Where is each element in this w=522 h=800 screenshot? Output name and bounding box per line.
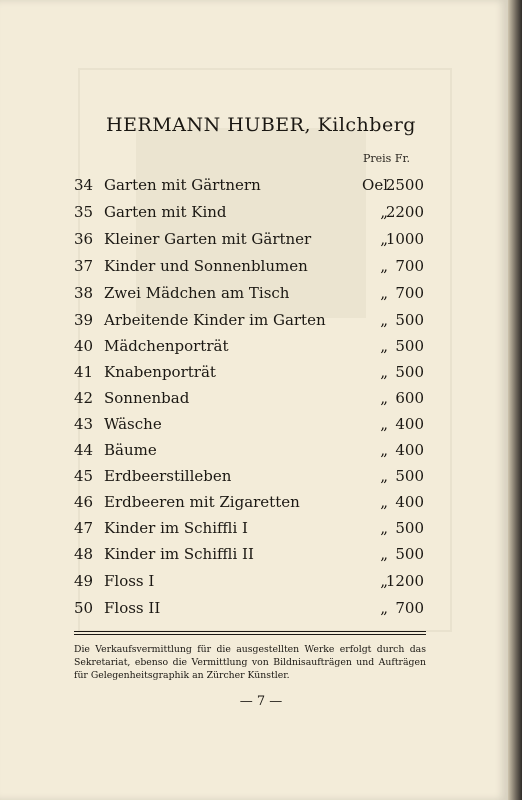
page-number: — 7 — [239, 694, 283, 709]
work-title: Sonnenbad [104, 389, 190, 407]
list-item [0, 230, 522, 256]
work-title: Zwei Mädchen am Tisch [104, 284, 290, 302]
work-title: Floss I [104, 572, 155, 590]
work-price: 2500 [385, 176, 424, 194]
work-price: 400 [395, 441, 424, 459]
work-number: 48 [74, 545, 94, 563]
work-price: 500 [395, 545, 424, 563]
work-technique: „ [380, 311, 388, 329]
list-item [0, 467, 522, 493]
work-technique: „ [380, 337, 388, 355]
work-title: Kleiner Garten mit Gärtner [104, 230, 312, 248]
work-price: 700 [395, 257, 424, 275]
list-item [0, 176, 522, 202]
work-technique: „ [380, 284, 388, 302]
work-technique: „ [380, 545, 388, 563]
work-price: 500 [395, 337, 424, 355]
work-technique: „ [380, 415, 388, 433]
work-number: 37 [74, 257, 94, 275]
list-item [0, 519, 522, 545]
work-number: 41 [74, 363, 94, 381]
sales-note: Die Verkaufsvermittlung für die ausgestellten Werke erfolgt durch das Sekretariat, ebenso die Vermittlung von Bildnisaufträgen und Aufträgen für Gelegenheitsgraphik an Zürcher Künstler. [74, 644, 426, 681]
work-number: 35 [74, 203, 94, 221]
work-technique: „ [380, 467, 388, 485]
work-number: 45 [74, 467, 94, 485]
list-item [0, 441, 522, 467]
list-item [0, 545, 522, 571]
work-title: Garten mit Gärtnern [104, 176, 261, 194]
work-title: Kinder im Schiffli II [104, 545, 254, 563]
work-price: 400 [395, 493, 424, 511]
work-title: Kinder und Sonnenblumen [104, 257, 308, 275]
list-item [0, 311, 522, 337]
work-title: Mädchenporträt [104, 337, 229, 355]
work-number: 40 [74, 337, 94, 355]
work-number: 44 [74, 441, 94, 459]
work-price: 500 [395, 519, 424, 537]
list-item [0, 284, 522, 310]
price-column-header: Preis Fr. [362, 152, 410, 165]
work-number: 43 [74, 415, 94, 433]
work-title: Wäsche [104, 415, 162, 433]
work-price: 2200 [385, 203, 424, 221]
work-technique: „ [380, 493, 388, 511]
work-number: 36 [74, 230, 94, 248]
work-technique: „ [380, 572, 388, 590]
work-price: 700 [395, 599, 424, 617]
work-title: Bäume [104, 441, 157, 459]
list-item [0, 493, 522, 519]
list-item [0, 572, 522, 598]
work-technique: „ [380, 441, 388, 459]
work-technique: „ [380, 230, 388, 248]
work-technique: „ [380, 203, 388, 221]
work-number: 39 [74, 311, 94, 329]
work-title: Floss II [104, 599, 161, 617]
work-number: 38 [74, 284, 94, 302]
list-item [0, 389, 522, 415]
list-item [0, 257, 522, 283]
work-number: 50 [74, 599, 94, 617]
work-price: 700 [395, 284, 424, 302]
work-price: 500 [395, 363, 424, 381]
work-price: 600 [395, 389, 424, 407]
work-price: 500 [395, 467, 424, 485]
work-technique: „ [380, 363, 388, 381]
list-item [0, 599, 522, 625]
work-price: 500 [395, 311, 424, 329]
work-title: Knabenporträt [104, 363, 216, 381]
work-number: 42 [74, 389, 94, 407]
work-technique: „ [380, 389, 388, 407]
work-technique: Oel [362, 176, 388, 194]
list-item [0, 415, 522, 441]
divider-rule [74, 634, 426, 635]
work-title: Arbeitende Kinder im Garten [104, 311, 326, 329]
work-technique: „ [380, 599, 388, 617]
work-number: 47 [74, 519, 94, 537]
work-number: 49 [74, 572, 94, 590]
work-technique: „ [380, 519, 388, 537]
work-title: Erdbeeren mit Zigaretten [104, 493, 300, 511]
work-title: Erdbeerstilleben [104, 467, 232, 485]
work-title: Kinder im Schiffli I [104, 519, 248, 537]
work-technique: „ [380, 257, 388, 275]
work-title: Garten mit Kind [104, 203, 227, 221]
list-item [0, 363, 522, 389]
work-number: 46 [74, 493, 94, 511]
artist-heading: HERMANN HUBER, Kilchberg [106, 114, 416, 136]
work-price: 1000 [385, 230, 424, 248]
list-item [0, 203, 522, 229]
list-item [0, 337, 522, 363]
work-number: 34 [74, 176, 94, 194]
work-price: 400 [395, 415, 424, 433]
work-price: 1200 [385, 572, 424, 590]
divider-rule [74, 631, 426, 632]
book-edge [508, 0, 522, 800]
